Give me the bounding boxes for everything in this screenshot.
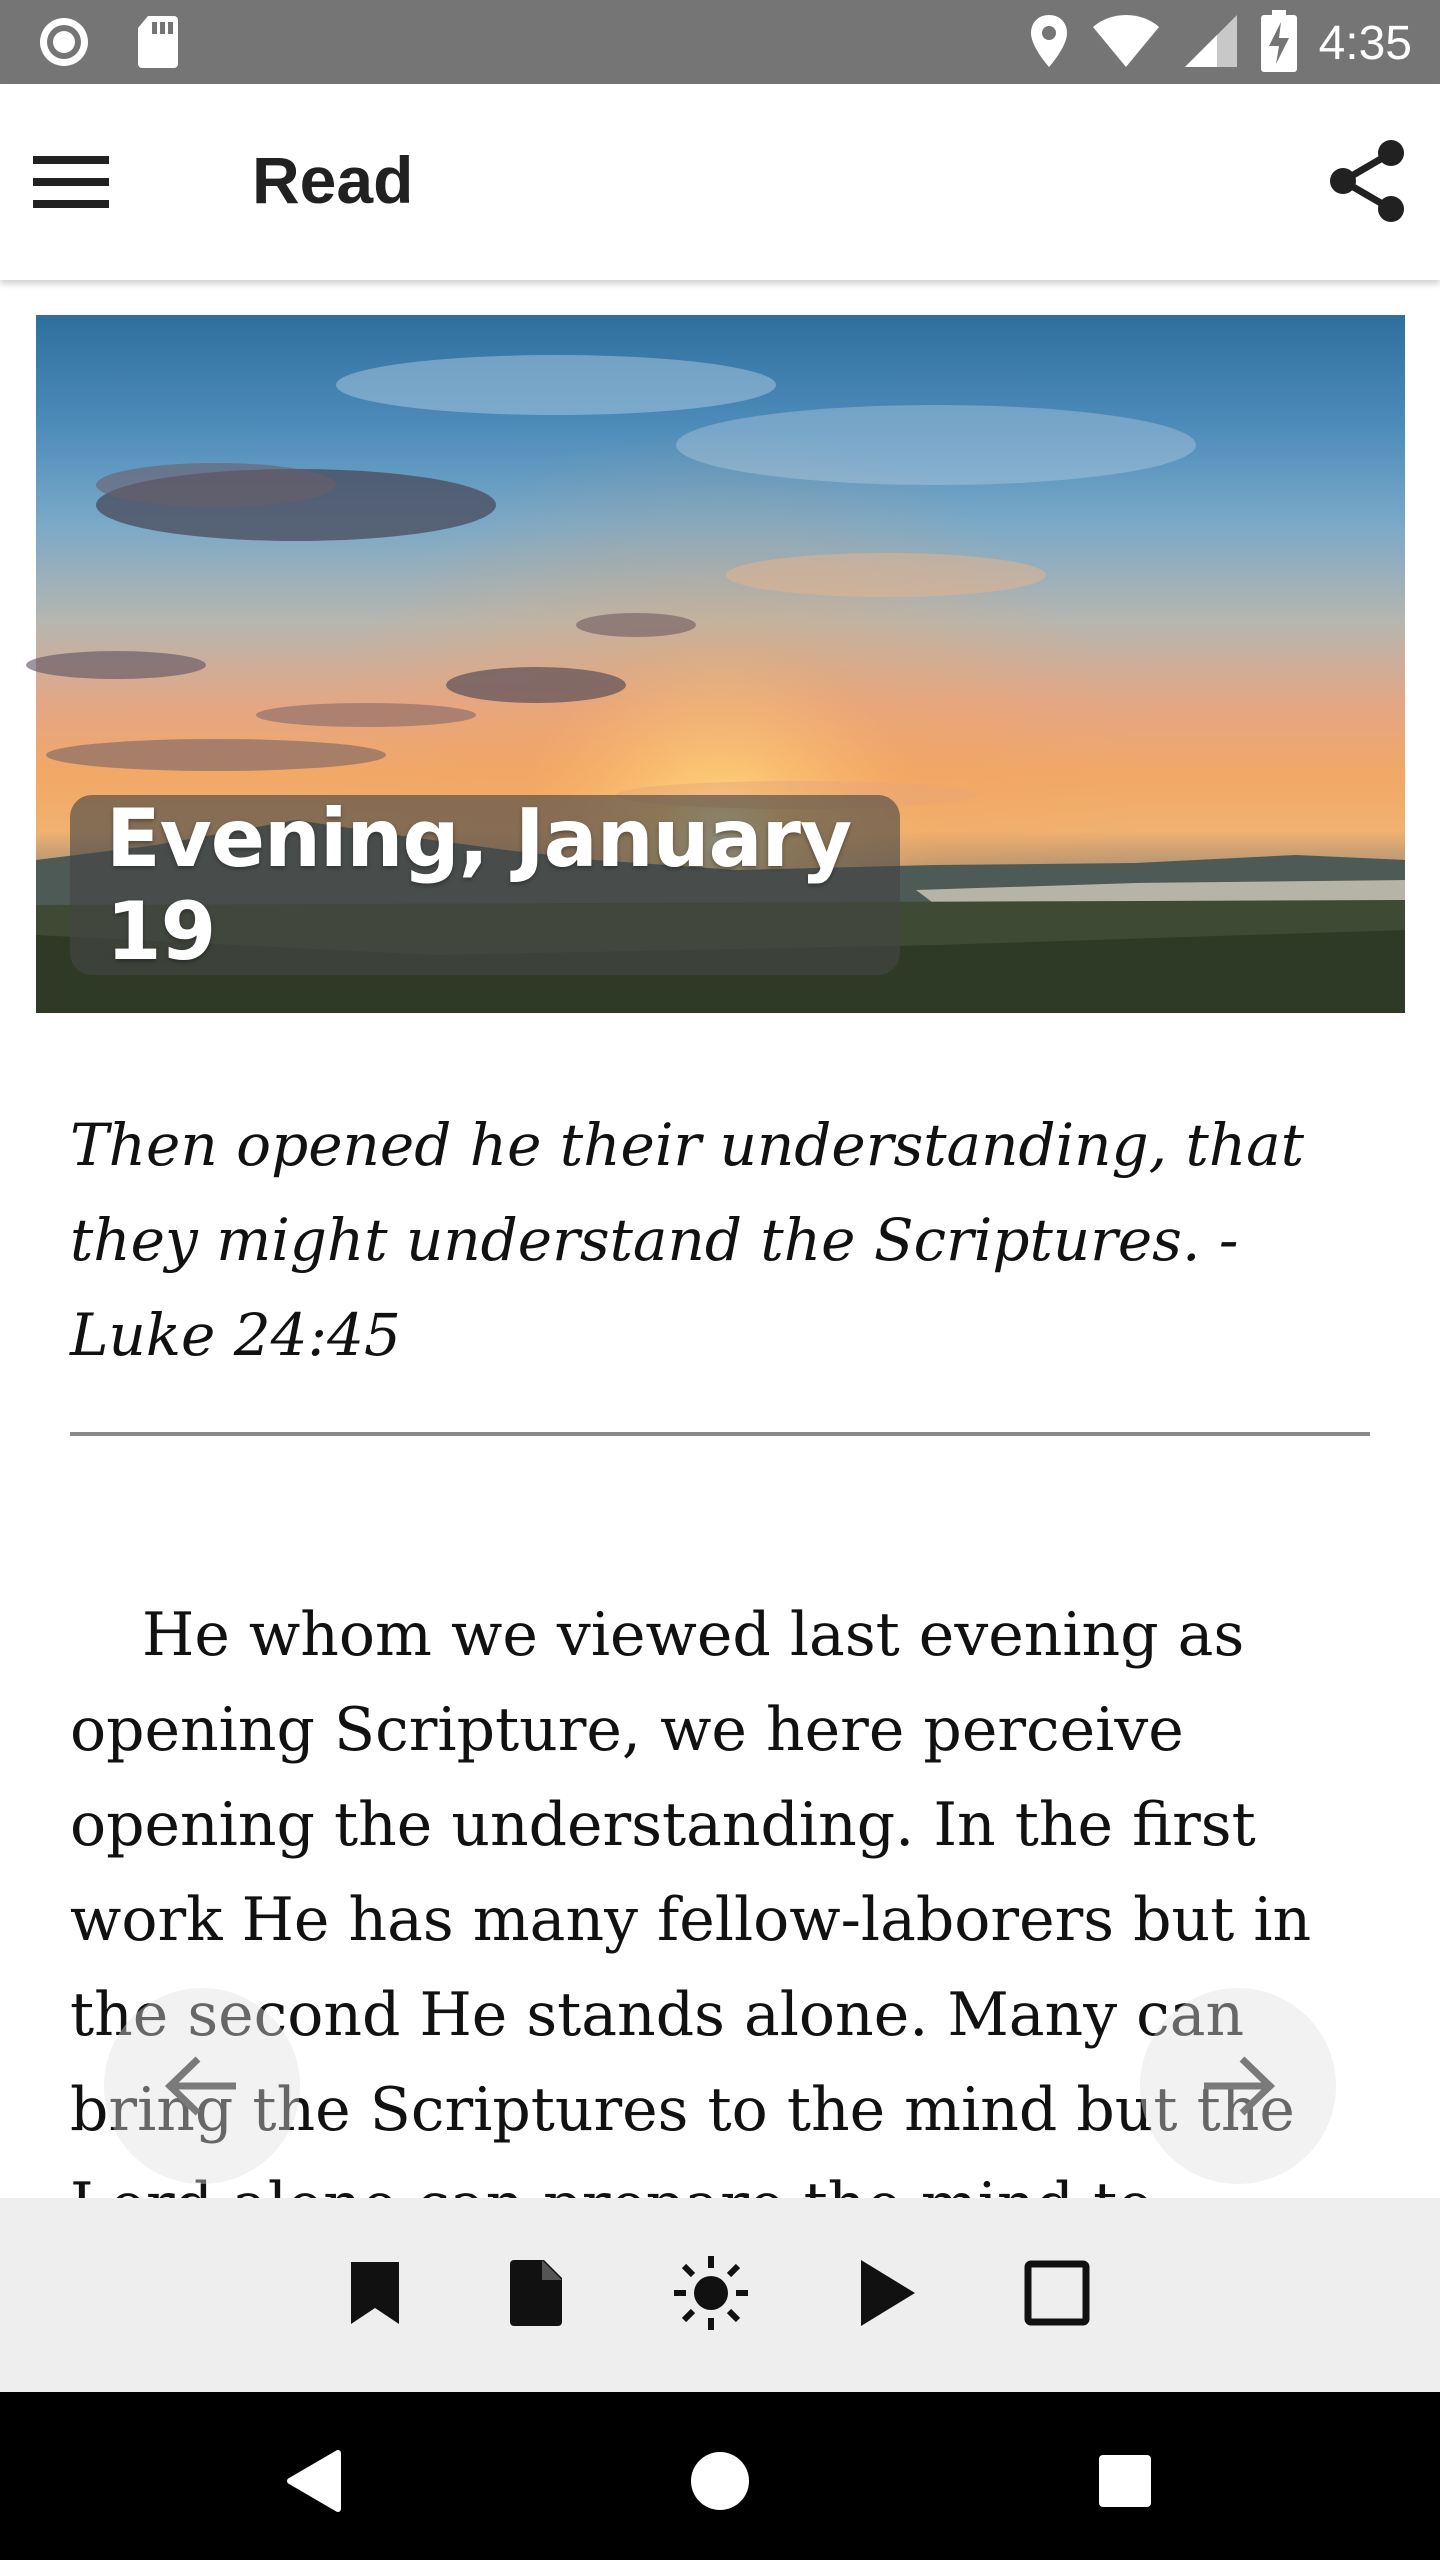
divider — [70, 1432, 1370, 1436]
back-button[interactable] — [259, 2426, 369, 2536]
menu-button[interactable] — [30, 146, 112, 218]
body-text: He whom we viewed last evening as opening Scripture, we here perceive opening the understanding. In the first work He has many fellow-laborers but in the second He stands alone. Many can bring the Scriptures to the mind but the — [70, 1600, 1312, 2145]
arrow-right-icon — [1198, 2051, 1278, 2121]
status-left-icons — [36, 14, 180, 75]
home-circle-icon — [689, 2450, 751, 2512]
hero-caption — [70, 792, 900, 978]
document-button[interactable] — [481, 2238, 591, 2348]
status-right-icons — [1029, 10, 1412, 77]
reader-toolbar — [0, 2198, 1440, 2392]
document-icon — [508, 2258, 564, 2328]
sd-card-icon — [136, 14, 180, 75]
system-navigation-bar — [0, 2392, 1440, 2560]
circle-notification-icon — [36, 14, 92, 75]
home-button[interactable] — [665, 2426, 775, 2536]
square-button[interactable] — [1002, 2238, 1112, 2348]
battery-charging-icon — [1261, 10, 1297, 77]
page-title: Read — [252, 143, 414, 217]
hero-image — [36, 315, 1405, 1013]
play-icon — [857, 2258, 917, 2328]
play-button[interactable] — [832, 2238, 942, 2348]
brightness-icon — [672, 2254, 750, 2332]
bookmark-button[interactable] — [320, 2238, 430, 2348]
bookmark-icon — [347, 2260, 403, 2326]
wifi-icon — [1091, 13, 1161, 74]
previous-button[interactable] — [104, 1988, 300, 2184]
recents-button[interactable] — [1070, 2426, 1180, 2536]
location-icon — [1029, 13, 1069, 74]
share-icon — [1327, 138, 1407, 224]
arrow-left-icon — [162, 2051, 242, 2121]
hamburger-menu-icon — [33, 154, 109, 210]
reading-content[interactable] — [0, 280, 1440, 2198]
app-bar — [0, 84, 1440, 280]
verse-text: Then opened he their understanding, that they might understand the Scriptures. - Luke 24:45 — [70, 1111, 1305, 1369]
square-outline-icon — [1024, 2260, 1090, 2326]
status-bar — [0, 0, 1440, 84]
cell-signal-icon — [1183, 13, 1239, 74]
next-button[interactable] — [1140, 1988, 1336, 2184]
entry-title: Evening, January 19 — [106, 792, 852, 978]
status-time: 4:35 — [1318, 17, 1412, 70]
share-button[interactable] — [1322, 136, 1412, 226]
brightness-button[interactable] — [656, 2238, 766, 2348]
back-triangle-icon — [284, 2449, 344, 2513]
recents-square-icon — [1097, 2453, 1153, 2509]
